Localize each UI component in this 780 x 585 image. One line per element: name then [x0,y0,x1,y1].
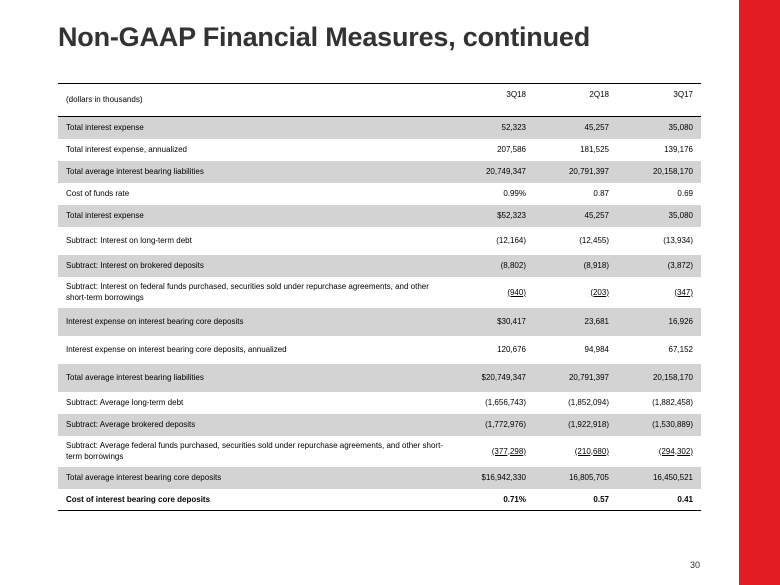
table-row [58,117,701,139]
row-value-2q18: 16,805,705 [568,473,609,482]
table-row [58,205,701,227]
row-value-3q17: (13,934) [663,236,693,245]
table-row [58,467,701,489]
accent-bar [739,0,780,585]
row-value-3q17: 35,080 [617,117,701,139]
row-label: Total average interest bearing liabilities [66,167,204,176]
row-value-3q17: 20,158,170 [652,167,693,176]
page-title: Non-GAAP Financial Measures, continued [58,22,590,52]
page-number: 30 [690,560,701,570]
row-value-3q18: (1,656,743) [485,398,526,407]
row-label: Subtract: Interest on brokered deposits [66,261,204,270]
row-label: Total interest expense [58,117,451,139]
row-value-2q18: 23,681 [584,317,609,326]
row-value-2q18: 20,791,397 [568,167,609,176]
row-label: Cost of funds rate [66,189,130,198]
row-value-2q18: (12,455) [579,236,609,245]
row-value-3q18: (1,772,976) [485,420,526,429]
row-value-3q17: 67,152 [668,345,693,354]
row-value-3q18: 0.71% [451,489,534,511]
table-row [58,255,701,277]
row-value-2q18: 0.57 [534,489,617,511]
row-value-3q18: (940) [507,287,526,297]
row-value-2q18: 181,525 [580,145,609,154]
row-value-3q18: 207,586 [497,145,526,154]
column-header-3q17: 3Q17 [673,90,693,99]
row-label: Interest expense on interest bearing core deposits, annualized [66,345,287,354]
row-value-3q17: (1,882,458) [652,398,693,407]
table-row [58,364,701,392]
unit-label: (dollars in thousands) [66,95,143,104]
row-value-2q18: 20,791,397 [568,373,609,382]
table-row [58,308,701,336]
row-value-2q18: 45,257 [534,117,617,139]
column-header-2q18: 2Q18 [589,90,609,99]
column-header-3q18: 3Q18 [506,90,526,99]
row-value-3q17: 139,176 [664,145,693,154]
row-value-2q18: (1,852,094) [568,398,609,407]
row-label: Cost of interest bearing core deposits [58,489,451,511]
table-row [58,277,701,308]
row-label: Total average interest bearing liabilities [66,373,204,382]
row-value-3q17: 16,926 [668,317,693,326]
row-value-3q17: 0.41 [617,489,701,511]
row-value-2q18: 0.87 [593,189,609,198]
row-value-2q18: 45,257 [584,211,609,220]
row-value-3q18: (377,298) [491,446,526,456]
row-value-3q17: (347) [674,287,693,297]
row-value-2q18: (203) [590,287,609,297]
row-label: Subtract: Average brokered deposits [66,420,196,429]
table-row [58,161,701,183]
financial-table-container [58,83,701,511]
row-value-2q18: (8,918) [583,261,609,270]
row-value-3q17: 20,158,170 [652,373,693,382]
row-label: Total average interest bearing core deposits [66,473,222,482]
table-row [58,392,701,414]
row-value-3q17: 16,450,521 [652,473,693,482]
table-row [58,139,701,161]
row-value-3q18: 52,323 [451,117,534,139]
row-label: Total interest expense, annualized [66,145,187,154]
row-value-3q17: 0.69 [677,189,693,198]
row-label: Subtract: Average federal funds purchased, securities sold under repurchase agreements, and other short-term borrowings [66,441,443,461]
row-value-3q18: 120,676 [497,345,526,354]
row-value-3q18: (12,164) [496,236,526,245]
row-label: Subtract: Interest on long-term debt [66,236,192,245]
row-value-3q18: $52,323 [497,211,526,220]
non-gaap-table [58,83,701,511]
row-label: Interest expense on interest bearing core deposits [66,317,244,326]
row-value-3q17: 35,080 [668,211,693,220]
row-value-3q18: $30,417 [497,317,526,326]
row-value-2q18: 94,984 [584,345,609,354]
table-header-row [58,84,701,117]
row-value-3q18: 0.99% [503,189,526,198]
row-value-3q17: (3,872) [667,261,693,270]
row-value-3q18: (8,802) [500,261,526,270]
row-label: Subtract: Interest on federal funds purchased, securities sold under repurchase agreements, and other short-term borrowings [66,282,429,302]
row-value-3q18: 20,749,347 [485,167,526,176]
table-row [58,227,701,255]
table-row [58,414,701,436]
table-row [58,336,701,364]
table-row [58,489,701,511]
row-value-3q18: $20,749,347 [481,373,526,382]
row-value-2q18: (210,680) [574,446,609,456]
row-label: Subtract: Average long-term debt [66,398,184,407]
table-row [58,183,701,205]
row-label: Total interest expense [66,211,144,220]
row-value-3q18: $16,942,330 [481,473,526,482]
row-value-3q17: (1,530,889) [652,420,693,429]
row-value-2q18: (1,922,918) [568,420,609,429]
row-value-3q17: (294,302) [658,446,693,456]
table-row [58,436,701,467]
